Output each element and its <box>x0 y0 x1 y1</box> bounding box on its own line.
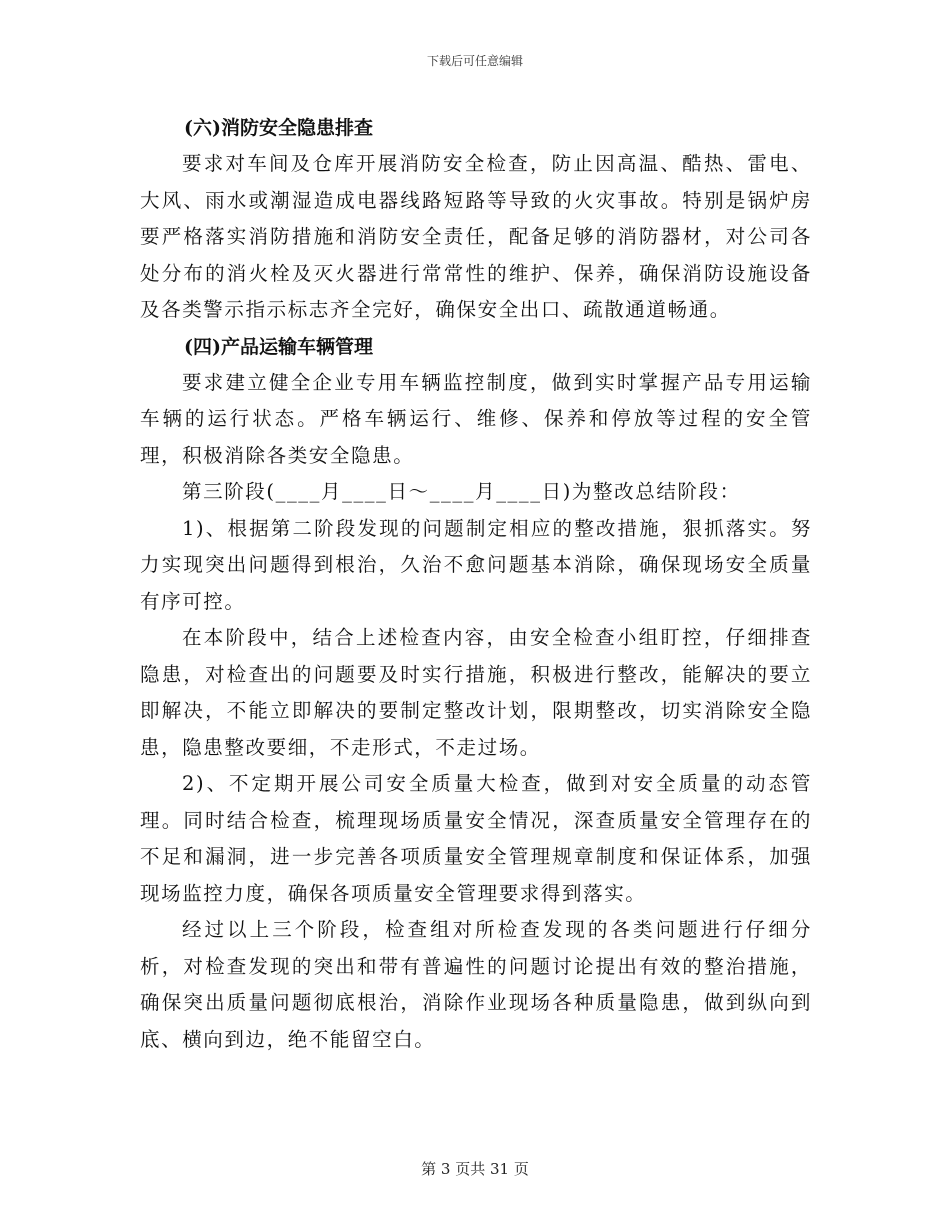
paragraph-fire-safety: 要求对车间及仓库开展消防安全检查，防止因高温、酷热、雷电、大风、雨水或潮湿造成电器线路短路等导致的火灾事故。特别是锅炉房要严格落实消防措施和消防安全责任，配备足够的消防器材，对公司各处分布的消火栓及灭火器进行常常性的维护、保养，确保消防设施设备及各类警示指示标志齐全完好，确保安全出口、疏散通道畅通。 <box>140 152 812 321</box>
section-heading-vehicle-management: (四)产品运输车辆管理 <box>184 335 373 358</box>
paragraph-phase3-intro: 第三阶段(____月____日～____月____日)为整改总结阶段： <box>182 480 741 503</box>
document-body <box>140 110 812 1058</box>
paragraph-vehicle-management: 要求建立健全企业专用车辆监控制度，做到实时掌握产品专用运输车辆的运行状态。严格车辆运行、维修、保养和停放等过程的安全管理，积极消除各类安全隐患。 <box>140 370 812 467</box>
paragraph-conclusion: 经过以上三个阶段，检查组对所检查发现的各类问题进行仔细分析，对检查发现的突出和带有普遍性的问题讨论提出有效的整治措施，确保突出质量问题彻底根治，消除作业现场各种质量隐患，做到纵向到底、横向到边，绝不能留空白。 <box>140 918 812 1051</box>
section-heading-fire-safety: (六)消防安全隐患排查 <box>184 117 373 139</box>
page-number: 第 3 页共 31 页 <box>421 1160 529 1178</box>
paragraph-phase3-item2: 2)、不定期开展公司安全质量大检查，做到对安全质量的动态管理。同时结合检查，梳理现场质量安全情况，深查质量安全管理存在的不足和漏洞，进一步完善各项质量安全管理规章制度和保证体系，加强现场监控力度，确保各项质量安全管理要求得到落实。 <box>140 772 812 905</box>
paragraph-phase3-detail: 在本阶段中，结合上述检查内容，由安全检查小组盯控，仔细排查隐患，对检查出的问题要及时实行措施，积极进行整改，能解决的要立即解决，不能立即解决的要制定整改计划，限期整改，切实消除安全隐患，隐患整改要细，不走形式，不走过场。 <box>140 626 812 759</box>
paragraph-phase3-item1: 1)、根据第二阶段发现的问题制定相应的整改措施，狠抓落实。努力实现突出问题得到根治，久治不愈问题基本消除，确保现场安全质量有序可控。 <box>140 516 812 613</box>
page-header-note: 下载后可任意编辑 <box>426 54 523 68</box>
